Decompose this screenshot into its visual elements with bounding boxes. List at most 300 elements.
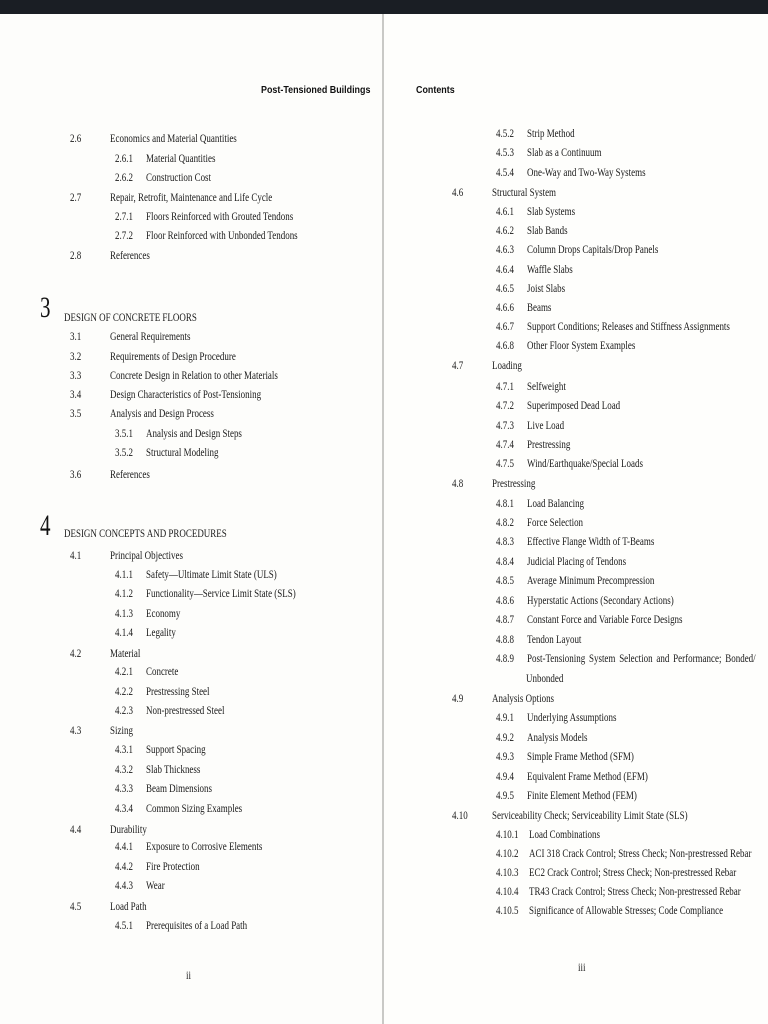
toc-right-4-6-3-number: [496, 244, 519, 257]
entry-number-text: 4.3.3: [115, 783, 133, 795]
entry-title-text: Column Drops Capitals/Drop Panels: [527, 244, 659, 256]
entry-number-text: 4.2.1: [115, 666, 133, 678]
entry-title-text: Superimposed Dead Load: [527, 400, 621, 412]
toc-right-4-7-4-title: [527, 439, 583, 452]
toc-right-4-8-7-title: [527, 614, 726, 627]
entry-title-text: References: [110, 469, 150, 481]
entry-number-text: 4.8.4: [496, 556, 514, 568]
toc-right-4-8-number: [452, 478, 466, 491]
entry-title-text: Load Combinations: [529, 829, 601, 841]
toc-right-4-5-3-title: [527, 147, 623, 160]
toc-left-4-4-2-title: [146, 861, 215, 874]
entry-number-text: 3.2: [70, 351, 82, 363]
toc-left-2-7-2-title: [146, 230, 340, 243]
entry-title-text: Support Conditions; Releases and Stiffness Assignments: [527, 321, 730, 333]
entry-number-text: 4.1: [70, 550, 82, 562]
toc-right-4-8-3-number: [496, 536, 519, 549]
entry-title-text: Durability: [110, 824, 147, 836]
entry-number-text: 4.8: [452, 478, 464, 490]
toc-left-4-2-3-title: [146, 705, 247, 718]
entry-title-text: Analysis Models: [527, 732, 588, 744]
toc-left-4-1-1-title: [146, 569, 314, 582]
entry-number-text: 4.8.3: [496, 536, 514, 548]
toc-left-4-1-2-number: [115, 588, 138, 601]
toc-left-4-2-3-number: [115, 705, 138, 718]
entry-title-text: Effective Flange Width of T-Beams: [527, 536, 655, 548]
toc-right-4-7-5-number: [496, 458, 519, 471]
toc-left-2-6-2-title: [146, 172, 229, 185]
entry-title-text: Simple Frame Method (SFM): [527, 751, 634, 763]
entry-number-text: 4.7: [452, 360, 464, 372]
entry-number-text: 2.6.2: [115, 172, 133, 184]
toc-left-4-4-number: [70, 824, 84, 837]
toc-right-4-6-8-number: [496, 340, 519, 353]
entry-title-text: Structural System: [492, 187, 557, 199]
entry-title-text: Fire Protection: [146, 861, 200, 873]
entry-title-text: Serviceability Check; Serviceability Limit State (SLS): [492, 810, 688, 822]
toc-right-4-7-2-title: [527, 400, 646, 413]
toc-left-3-5-number: [70, 408, 84, 421]
entry-number-text: 4.8.2: [496, 517, 514, 529]
toc-left-3-5-1-title: [146, 428, 269, 441]
toc-right-4-10-2-title: [529, 848, 768, 861]
entry-number-text: 4.4: [70, 824, 82, 836]
entry-title-text: Constant Force and Variable Force Designs: [527, 614, 683, 626]
right-running-header: Contents: [416, 84, 455, 96]
entry-number-text: 2.7: [70, 192, 82, 204]
chapter-4-number: 4: [40, 509, 51, 542]
toc-left-4-4-title: [110, 824, 157, 837]
toc-right-4-9-title: [492, 693, 572, 706]
toc-left-2-7-number: [70, 192, 84, 205]
toc-right-4-10-3-title: [529, 867, 768, 880]
toc-left-4-1-1-number: [115, 569, 138, 582]
toc-right-4-7-number: [452, 360, 466, 373]
entry-title-text: Support Spacing: [146, 744, 206, 756]
entry-title-text: Force Selection: [527, 517, 584, 529]
toc-right-4-5-2-title: [527, 128, 588, 141]
entry-title-text: DESIGN CONCEPTS AND PROCEDURES: [64, 528, 227, 540]
toc-right-4-5-4-number: [496, 167, 519, 180]
entry-title-text: Analysis and Design Process: [110, 408, 214, 420]
entry-title-text: Slab Systems: [527, 206, 576, 218]
toc-left-4-2-number: [70, 648, 84, 661]
toc-left-2-7-1-title: [146, 211, 335, 224]
entry-title-text: Economics and Material Quantities: [110, 133, 237, 145]
toc-right-4-8-4-title: [527, 556, 654, 569]
toc-right-4-6-5-title: [527, 283, 576, 296]
toc-right-4-6-4-number: [496, 264, 519, 277]
toc-left-4-1-4-number: [115, 627, 138, 640]
toc-right-4-10-2-number: [496, 848, 525, 861]
entry-title-text: Concrete Design in Relation to other Materials: [110, 370, 278, 382]
entry-number-text: 4.6.1: [496, 206, 514, 218]
toc-left-3-2-number: [70, 351, 84, 364]
entry-number-text: 4.10: [452, 810, 468, 822]
toc-left-4-3-2-title: [146, 764, 216, 777]
toc-left-2-8-number: [70, 250, 84, 263]
entry-title-text: Economy: [146, 608, 181, 620]
toc-right-4-7-3-number: [496, 420, 519, 433]
toc-right-4-8-4-number: [496, 556, 519, 569]
toc-left-2-7-2-number: [115, 230, 138, 243]
toc-right-4-10-1-title: [529, 829, 620, 842]
entry-number-text: 4.8.7: [496, 614, 514, 626]
toc-left-2-6-1-title: [146, 153, 235, 166]
toc-right-4-6-6-number: [496, 302, 519, 315]
entry-number-text: 4.6.8: [496, 340, 514, 352]
toc-right-4-5-3-number: [496, 147, 519, 160]
toc-right-4-5-2-number: [496, 128, 519, 141]
toc-right-4-7-title: [492, 360, 530, 373]
toc-right-4-9-2-title: [527, 732, 605, 745]
entry-title-text: Common Sizing Examples: [146, 803, 243, 815]
toc-right-4-6-8-title: [527, 340, 666, 353]
entry-title-text: Judicial Placing of Tendons: [527, 556, 627, 568]
entry-title-text: Prestressing Steel: [146, 686, 210, 698]
toc-left-4-4-3-title: [146, 880, 170, 893]
toc-right-4-8-5-title: [527, 575, 690, 588]
toc-right-4-8-9-number: [496, 653, 519, 666]
entry-number-text: 4.8.9: [496, 653, 514, 665]
entry-title-text: Analysis Options: [492, 693, 555, 705]
entry-number-text: 4.2.3: [115, 705, 133, 717]
toc-left-4-3-4-number: [115, 803, 138, 816]
entry-title-text: Wear: [146, 880, 165, 892]
toc-right-4-6-number: [452, 187, 466, 200]
toc-left-3-4-title: [110, 389, 304, 402]
entry-number-text: 4.1.2: [115, 588, 133, 600]
entry-title-text: Waffle Slabs: [527, 264, 573, 276]
entry-title-text: General Requirements: [110, 331, 191, 343]
entry-number-text: 4.6.6: [496, 302, 514, 314]
entry-title-text: Sizing: [110, 725, 133, 737]
entry-number-text: 4.7.4: [496, 439, 514, 451]
entry-number-text: 4.9.1: [496, 712, 514, 724]
chapter-3-number: 3: [40, 291, 51, 324]
toc-right-4-9-1-number: [496, 712, 519, 725]
toc-right-row-28-title: [526, 673, 574, 686]
entry-title-text: Prerequisites of a Load Path: [146, 920, 248, 932]
toc-left-4-2-title: [110, 648, 149, 661]
entry-title-text: Functionality—Service Limit State (SLS): [146, 588, 296, 600]
entry-number-text: 4.2.2: [115, 686, 133, 698]
entry-number-text: 4.3.1: [115, 744, 133, 756]
entry-title-text: Requirements of Design Procedure: [110, 351, 236, 363]
left-page: [0, 14, 382, 1024]
entry-title-text: Joist Slabs: [527, 283, 566, 295]
entry-number-text: 4.3.4: [115, 803, 133, 815]
toc-left-4-4-3-number: [115, 880, 138, 893]
entry-title-text: One-Way and Two-Way Systems: [527, 167, 646, 179]
toc-left-4-2-2-number: [115, 686, 138, 699]
entry-number-text: 4.1.4: [115, 627, 133, 639]
toc-left-3-4-number: [70, 389, 84, 402]
entry-number-text: 4.6.2: [496, 225, 514, 237]
entry-number-text: 4.9.5: [496, 790, 514, 802]
toc-left-4-2-1-title: [146, 666, 188, 679]
toc-left-4-1-2-title: [146, 588, 338, 601]
entry-number-text: 4.9.3: [496, 751, 514, 763]
entry-title-text: ACI 318 Crack Control; Stress Check; Non-prestressed Rebar: [529, 848, 752, 860]
toc-right-4-7-4-number: [496, 439, 519, 452]
entry-title-text: Finite Element Method (FEM): [527, 790, 637, 802]
toc-right-4-10-number: [452, 810, 472, 823]
toc-right-4-8-1-number: [496, 498, 519, 511]
toc-left-4-3-3-number: [115, 783, 138, 796]
toc-right-4-9-2-number: [496, 732, 519, 745]
toc-left-3-1-number: [70, 331, 84, 344]
entry-number-text: 4.8.5: [496, 575, 514, 587]
toc-left-4-5-1-number: [115, 920, 138, 933]
toc-right-4-8-8-title: [527, 634, 597, 647]
toc-left-4-5-1-title: [146, 920, 276, 933]
entry-title-text: Selfweight: [527, 381, 566, 393]
entry-title-text: Unbonded: [526, 673, 564, 685]
toc-left-2-8-title: [110, 250, 161, 263]
toc-left-4-1-4-title: [146, 627, 184, 640]
toc-right-4-7-3-title: [527, 420, 575, 433]
entry-number-text: 3.5.1: [115, 428, 133, 440]
entry-number-text: 4.5.4: [496, 167, 514, 179]
toc-left-4-2-2-title: [146, 686, 227, 699]
toc-right-4-6-7-number: [496, 321, 519, 334]
entry-title-text: Prestressing: [492, 478, 536, 490]
entry-number-text: 4.8.6: [496, 595, 514, 607]
entry-number-text: 4.9.4: [496, 771, 514, 783]
entry-number-text: 4.2: [70, 648, 82, 660]
entry-title-text: EC2 Crack Control; Stress Check; Non-prestressed Rebar: [529, 867, 737, 879]
toc-left-4-2-1-number: [115, 666, 138, 679]
entry-number-text: 4.5.2: [496, 128, 514, 140]
toc-right-4-9-3-number: [496, 751, 519, 764]
toc-right-4-7-5-title: [527, 458, 676, 471]
entry-title-text: Floor Reinforced with Unbonded Tendons: [146, 230, 298, 242]
entry-title-text: Significance of Allowable Stresses; Code Compliance: [529, 905, 724, 917]
toc-right-4-6-3-title: [527, 244, 695, 257]
entry-title-text: Analysis and Design Steps: [146, 428, 242, 440]
entry-number-text: 4.5.3: [496, 147, 514, 159]
toc-left-3-6-number: [70, 469, 84, 482]
entry-number-text: 4.10.2: [496, 848, 519, 860]
entry-number-text: 4.5.1: [115, 920, 133, 932]
toc-right-4-9-4-number: [496, 771, 519, 784]
entry-title-text: Legality: [146, 627, 176, 639]
entry-number-text: 4.3: [70, 725, 82, 737]
entry-number-text: 3.4: [70, 389, 82, 401]
entry-title-text: Tendon Layout: [527, 634, 582, 646]
entry-number-text: 4.1.3: [115, 608, 133, 620]
toc-right-4-6-7-title: [527, 321, 768, 334]
entry-number-text: 2.6.1: [115, 153, 133, 165]
toc-right-4-8-5-number: [496, 575, 519, 588]
entry-number-text: 4.10.4: [496, 886, 519, 898]
entry-number-text: 4.5: [70, 901, 82, 913]
toc-right-4-6-4-title: [527, 264, 586, 277]
toc-right-4-9-1-title: [527, 712, 642, 725]
toc-left-row-7-title: [64, 312, 234, 325]
entry-title-text: Material: [110, 648, 141, 660]
toc-right-4-5-4-title: [527, 167, 679, 180]
entry-number-text: 3.5: [70, 408, 82, 420]
toc-left-row-16-title: [64, 528, 273, 541]
entry-number-text: 4.8.8: [496, 634, 514, 646]
toc-right-4-6-2-title: [527, 225, 579, 238]
toc-right-4-6-1-number: [496, 206, 519, 219]
toc-left-2-6-2-number: [115, 172, 138, 185]
toc-left-3-3-number: [70, 370, 84, 383]
entry-title-text: Prestressing: [527, 439, 571, 451]
toc-right-4-6-6-title: [527, 302, 558, 315]
entry-title-text: Post-Tensioning System Selection and Performance; Bonded/: [527, 653, 756, 665]
entry-number-text: 4.6.5: [496, 283, 514, 295]
entry-title-text: Wind/Earthquake/Special Loads: [527, 458, 643, 470]
entry-number-text: 4.7.2: [496, 400, 514, 412]
toc-right-4-10-4-title: [529, 886, 768, 899]
entry-number-text: 4.10.1: [496, 829, 519, 841]
entry-title-text: Material Quantities: [146, 153, 216, 165]
entry-title-text: Non-prestressed Steel: [146, 705, 225, 717]
toc-right-4-9-number: [452, 693, 466, 706]
toc-right-4-10-title: [492, 810, 743, 823]
entry-number-text: 3.5.2: [115, 447, 133, 459]
toc-left-4-4-2-number: [115, 861, 138, 874]
entry-title-text: Load Balancing: [527, 498, 585, 510]
entry-number-text: 4.7.3: [496, 420, 514, 432]
entry-title-text: References: [110, 250, 150, 262]
toc-right-4-10-4-number: [496, 886, 525, 899]
entry-title-text: Average Minimum Precompression: [527, 575, 655, 587]
toc-right-4-9-5-title: [527, 790, 668, 803]
toc-right-4-9-3-title: [527, 751, 664, 764]
toc-right-4-8-3-title: [527, 536, 690, 549]
toc-left-4-5-number: [70, 901, 84, 914]
entry-number-text: 4.3.2: [115, 764, 133, 776]
toc-right-4-6-2-number: [496, 225, 519, 238]
toc-left-4-3-title: [110, 725, 139, 738]
toc-left-2-7-1-number: [115, 211, 138, 224]
entry-number-text: 4.7.1: [496, 381, 514, 393]
entry-number-text: 4.4.2: [115, 861, 133, 873]
toc-right-4-7-1-number: [496, 381, 519, 394]
entry-title-text: Exposure to Corrosive Elements: [146, 841, 263, 853]
right-page: [384, 14, 768, 1024]
toc-right-4-8-6-number: [496, 595, 519, 608]
toc-left-4-3-3-title: [146, 783, 231, 796]
toc-right-4-9-4-title: [527, 771, 682, 784]
toc-left-3-5-2-title: [146, 447, 239, 460]
toc-right-4-10-5-title: [529, 905, 768, 918]
toc-left-3-2-title: [110, 351, 271, 364]
entry-number-text: 4.9: [452, 693, 464, 705]
toc-left-3-5-title: [110, 408, 243, 421]
toc-left-2-6-number: [70, 133, 84, 146]
entry-title-text: Safety—Ultimate Limit State (ULS): [146, 569, 277, 581]
entry-title-text: Loading: [492, 360, 522, 372]
toc-left-4-3-1-title: [146, 744, 222, 757]
toc-left-4-5-title: [110, 901, 157, 914]
entry-number-text: 4.8.1: [496, 498, 514, 510]
entry-title-text: Beam Dimensions: [146, 783, 213, 795]
entry-title-text: Load Path: [110, 901, 147, 913]
toc-right-4-8-2-number: [496, 517, 519, 530]
toc-right-4-9-5-number: [496, 790, 519, 803]
toc-left-4-1-3-number: [115, 608, 138, 621]
toc-left-2-6-title: [110, 133, 273, 146]
entry-title-text: DESIGN OF CONCRETE FLOORS: [64, 312, 197, 324]
entry-number-text: 4.10.5: [496, 905, 519, 917]
toc-left-4-3-2-number: [115, 764, 138, 777]
toc-right-4-8-9-title: [527, 653, 768, 666]
entry-title-text: Slab Thickness: [146, 764, 201, 776]
entry-number-text: 4.6.4: [496, 264, 514, 276]
toc-left-3-3-title: [110, 370, 325, 383]
entry-number-text: 4.6: [452, 187, 464, 199]
toc-right-4-6-1-title: [527, 206, 589, 219]
entry-title-text: Underlying Assumptions: [527, 712, 617, 724]
entry-title-text: Slab as a Continuum: [527, 147, 602, 159]
toc-right-4-8-2-title: [527, 517, 599, 530]
entry-number-text: 4.10.3: [496, 867, 519, 879]
entry-number-text: 2.8: [70, 250, 82, 262]
left-page-number: ii: [186, 968, 192, 982]
entry-title-text: Hyperstatic Actions (Secondary Actions): [527, 595, 674, 607]
toc-left-3-6-title: [110, 469, 161, 482]
entry-title-text: Other Floor System Examples: [527, 340, 636, 352]
right-page-number: iii: [578, 960, 586, 974]
toc-right-4-8-1-title: [527, 498, 600, 511]
entry-title-text: TR43 Crack Control; Stress Check; Non-prestressed Rebar: [529, 886, 741, 898]
toc-right-4-10-3-number: [496, 867, 525, 880]
entry-number-text: 4.4.3: [115, 880, 133, 892]
entry-title-text: Floors Reinforced with Grouted Tendons: [146, 211, 294, 223]
toc-right-4-8-8-number: [496, 634, 519, 647]
left-running-header: Post-Tensioned Buildings: [261, 84, 371, 96]
entry-number-text: 4.9.2: [496, 732, 514, 744]
toc-right-4-8-7-number: [496, 614, 519, 627]
entry-number-text: 4.6.3: [496, 244, 514, 256]
toc-left-4-1-title: [110, 550, 204, 563]
entry-number-text: 4.4.1: [115, 841, 133, 853]
toc-right-4-6-5-number: [496, 283, 519, 296]
toc-right-4-10-5-number: [496, 905, 525, 918]
entry-number-text: 4.7.5: [496, 458, 514, 470]
entry-number-text: 2.7.2: [115, 230, 133, 242]
entry-number-text: 3.3: [70, 370, 82, 382]
toc-right-4-8-6-title: [527, 595, 715, 608]
entry-title-text: Repair, Retrofit, Maintenance and Life Cycle: [110, 192, 273, 204]
toc-left-4-3-4-title: [146, 803, 269, 816]
entry-number-text: 2.7.1: [115, 211, 133, 223]
toc-left-4-4-1-number: [115, 841, 138, 854]
toc-left-3-5-2-number: [115, 447, 138, 460]
entry-number-text: 3.6: [70, 469, 82, 481]
toc-left-4-1-3-title: [146, 608, 190, 621]
toc-left-4-3-1-number: [115, 744, 138, 757]
toc-left-2-7-title: [110, 192, 318, 205]
entry-title-text: Construction Cost: [146, 172, 212, 184]
entry-title-text: Beams: [527, 302, 552, 314]
entry-number-text: 3.1: [70, 331, 82, 343]
entry-title-text: Live Load: [527, 420, 565, 432]
toc-left-4-3-number: [70, 725, 84, 738]
toc-right-4-7-1-title: [527, 381, 577, 394]
toc-right-4-10-1-number: [496, 829, 525, 842]
toc-left-3-5-1-number: [115, 428, 138, 441]
toc-left-4-4-1-title: [146, 841, 295, 854]
entry-title-text: Concrete: [146, 666, 179, 678]
entry-title-text: Slab Bands: [527, 225, 568, 237]
